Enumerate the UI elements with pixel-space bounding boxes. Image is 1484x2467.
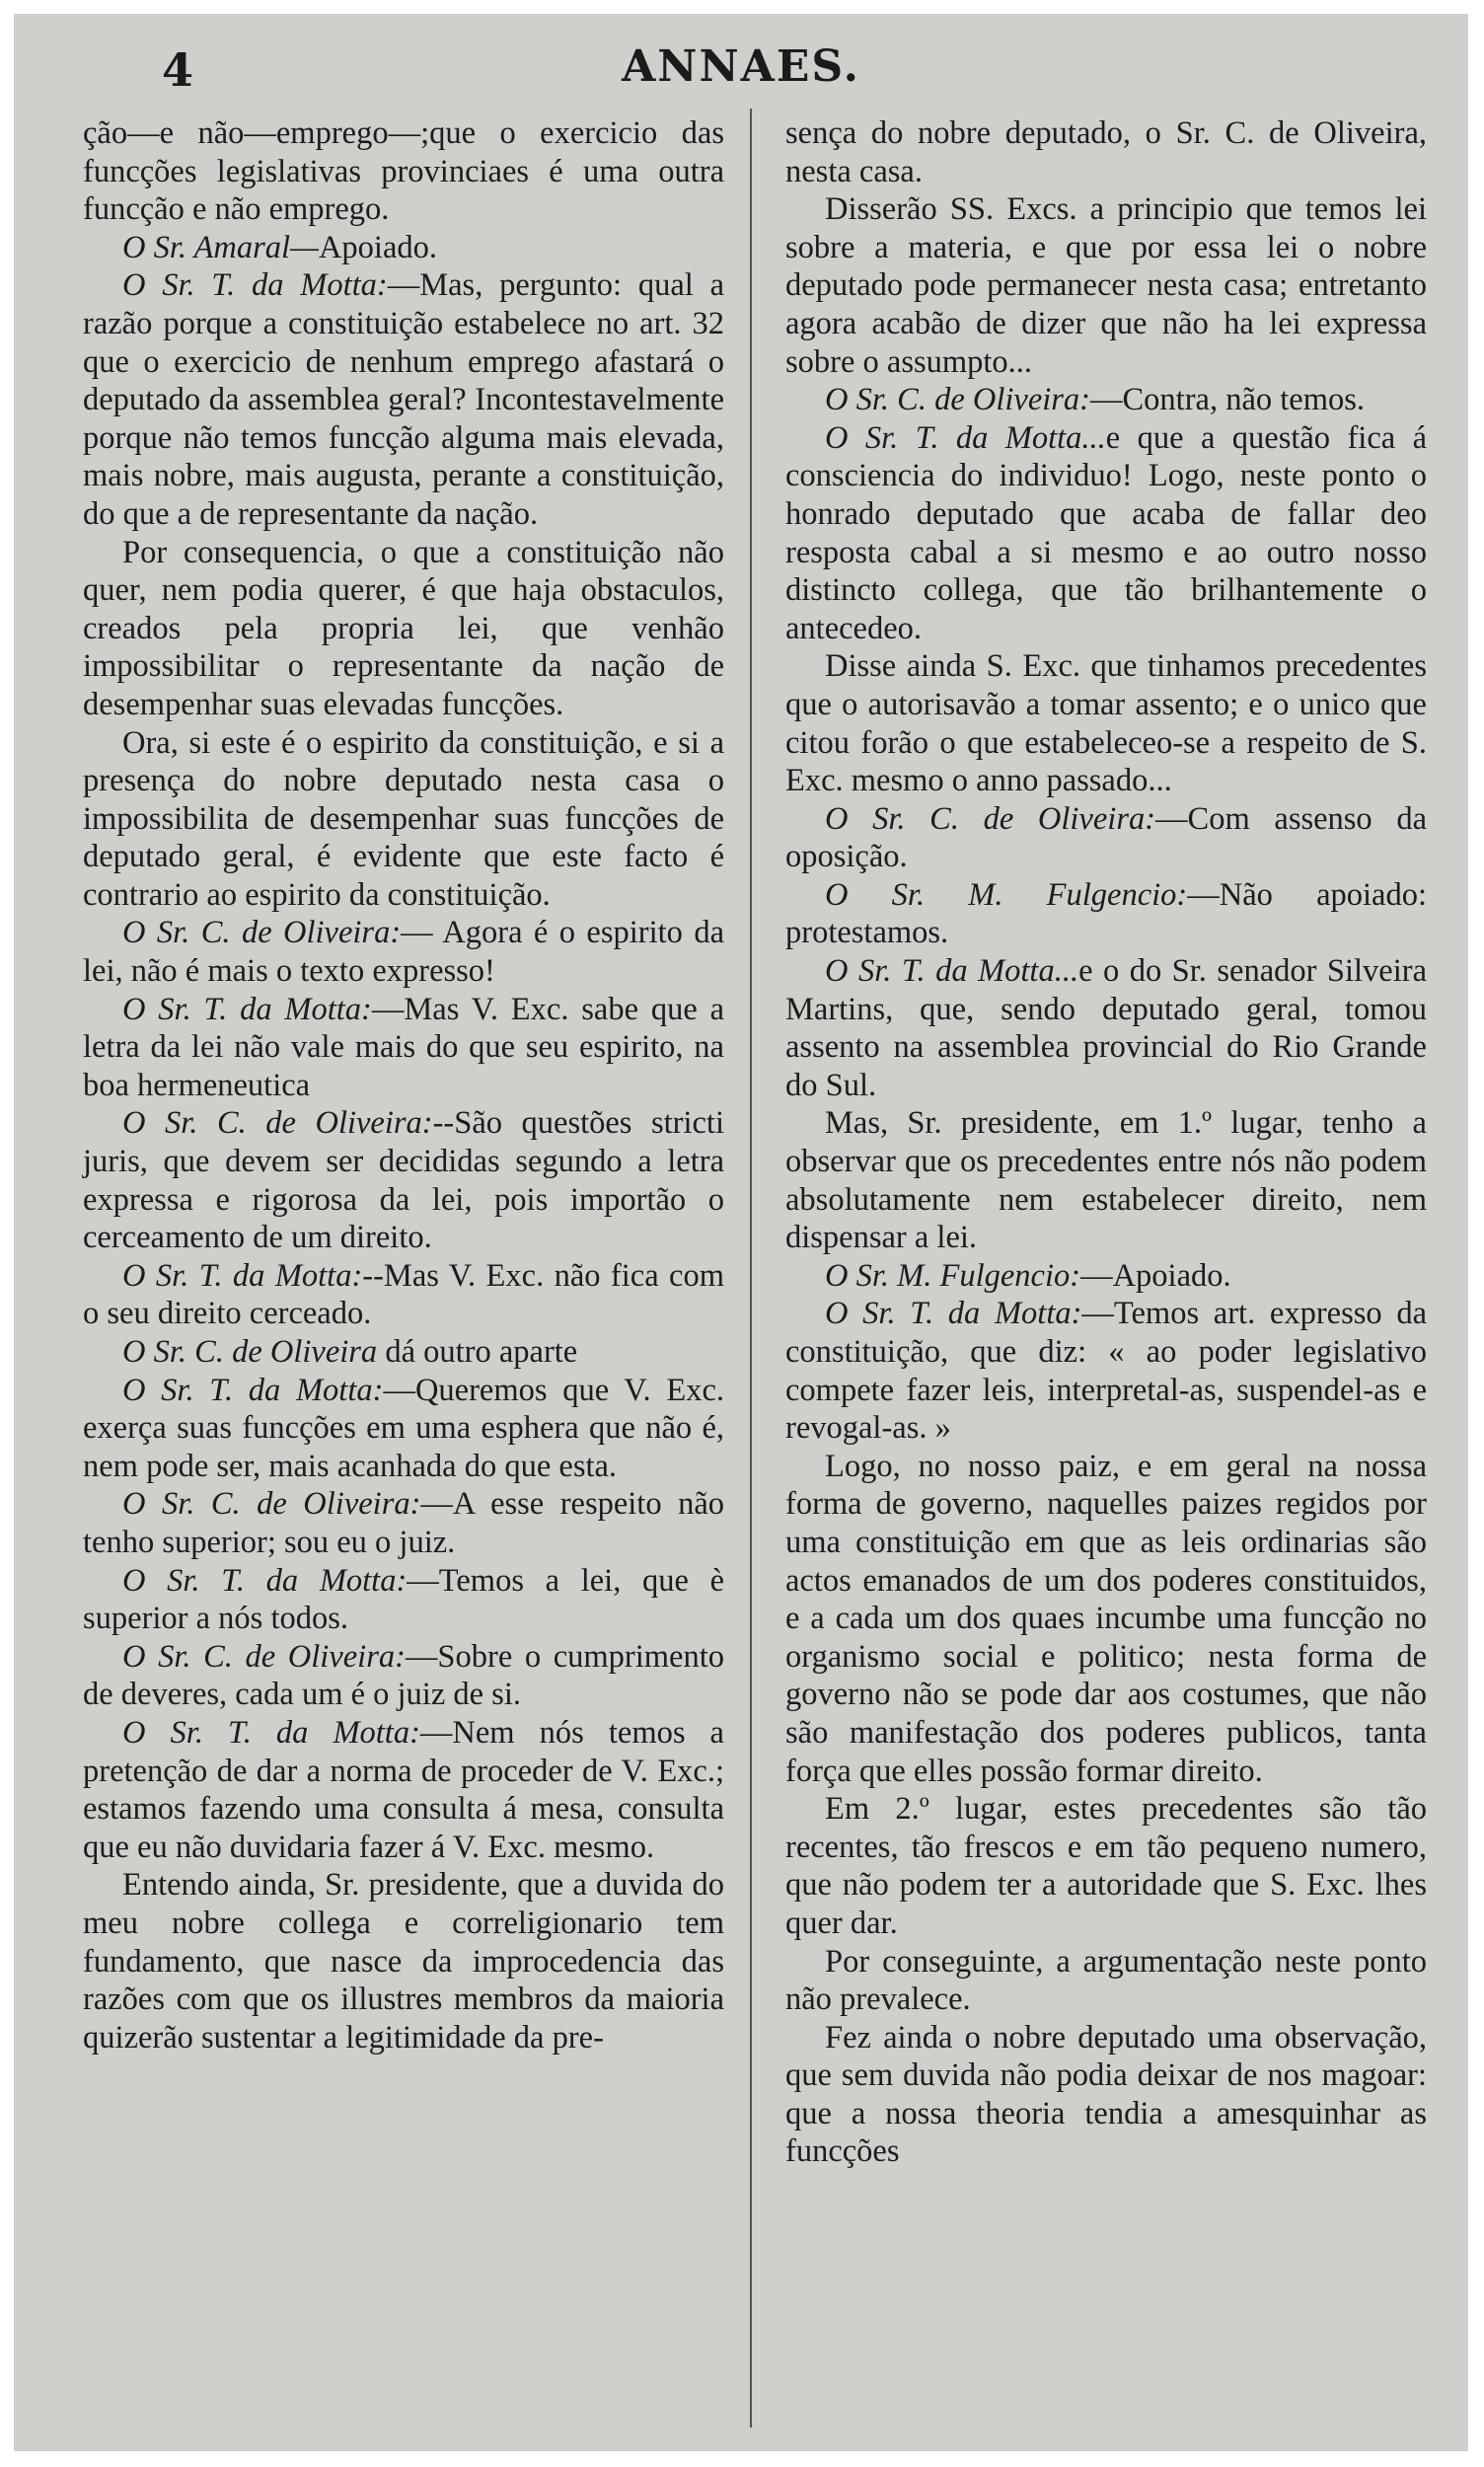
speaker-name: O Sr. T. da Motta: xyxy=(122,267,388,304)
paragraph-text: Disserão SS. Excs. a principio que temos lei sobre a materia, e que por essa lei o nobre deputado pode permanecer nesta casa; entretanto agora acabão de dizer que não ha lei expressa sobre o assumpto... xyxy=(785,191,1427,380)
speaker-name: O Sr. T. da Motta... xyxy=(825,419,1106,456)
paragraph-text: dá outro aparte xyxy=(377,1334,578,1370)
speaker-name: O Sr. C. de Oliveira: xyxy=(825,800,1156,837)
page-header xyxy=(14,14,1468,105)
paragraph xyxy=(785,1448,1427,1790)
speaker-name: O Sr. T. da Motta: xyxy=(122,1562,408,1599)
paragraph xyxy=(785,800,1427,876)
column-divider xyxy=(750,109,752,2428)
paragraph-text: — Agora é o espirito da lei, não é mais o texto expresso! xyxy=(83,915,725,990)
paragraph-text: —Nem nós temos a pretenção de dar a norma de proceder de V. Exc.; estamos fazendo uma consulta á mesa, consulta que eu não duvidaria fazer á V. Exc. mesmo. xyxy=(83,1714,724,1865)
paragraph xyxy=(83,229,724,267)
paragraph xyxy=(83,1638,724,1714)
newspaper-page xyxy=(14,14,1468,2451)
speaker-name: O Sr. T. da Motta: xyxy=(122,1257,363,1294)
paragraph-text: Por consequencia, o que a constituição não quer, nem podia querer, é que haja obstaculos, creados pela propria lei, que venhão impossibilitar o representante da nação de desempenhar suas elevadas funcções. xyxy=(83,534,724,722)
paragraph-text: Logo, no nosso paiz, e em geral na nossa forma de governo, naquelles paizes regidos por uma constituição em que as leis ordinarias são actos emanados de um dos poderes constituidos, e a cada um dos quaes incumbe uma funcção no organismo social e politico; nesta forma de governo não se pode dar aos costumes, que não são manifestação dos poderes publicos, tanta força que elles possão formar direito. xyxy=(785,1448,1427,1789)
paragraph-text: —Contra, não temos. xyxy=(1090,382,1366,418)
speaker-name: O Sr. T. da Motta: xyxy=(122,991,372,1027)
paragraph xyxy=(83,534,724,724)
paragraph xyxy=(785,1295,1427,1447)
paragraph-text: --Mas V. Exc. não fica com o seu direito cerceado. xyxy=(83,1257,724,1332)
paragraph xyxy=(785,419,1427,648)
speaker-name: O Sr. C. de Oliveira: xyxy=(122,1105,433,1142)
paragraph-text: Ora, si este é o espirito da constituição, e si a presença do nobre deputado nesta casa o impossibilita de desempenhar suas funcções de deputado geral, é evidente que este facto é contrario ao espirito da constituição. xyxy=(83,724,724,913)
speaker-name: O Sr. T. da Motta: xyxy=(122,1714,420,1751)
paragraph xyxy=(785,876,1427,952)
paragraph xyxy=(785,1104,1427,1256)
paragraph xyxy=(785,1943,1427,2019)
speaker-name: O Sr. T. da Motta: xyxy=(825,1296,1082,1332)
paragraph-text: —Queremos que V. Exc. exerça suas funcções em uma esphera que não é, nem pode ser, mais acanhada do que esta. xyxy=(83,1372,725,1484)
paragraph xyxy=(83,1372,724,1486)
speaker-name: O Sr. M. Fulgencio: xyxy=(825,876,1188,913)
paragraph xyxy=(785,114,1427,190)
paragraph xyxy=(785,2019,1427,2171)
paragraph-text: —A esse respeito não tenho superior; sou eu o juiz. xyxy=(83,1486,724,1560)
paragraph-text: —Temos a lei, que è superior a nós todos. xyxy=(83,1562,724,1637)
paragraph-text: Mas, Sr. presidente, em 1.º lugar, tenho a observar que os precedentes entre nós não podem absolutamente nem estabelecer direito, nem dispensar a lei. xyxy=(785,1105,1427,1256)
paragraph xyxy=(83,1333,724,1372)
paragraph-text: —Apoiado. xyxy=(1080,1257,1231,1294)
paragraph-text: —Com assenso da oposição. xyxy=(785,800,1427,875)
paragraph xyxy=(785,190,1427,381)
paragraph-text: —Mas, pergunto: qual a razão porque a constituição estabelece no art. 32 que o exercicio de nenhum emprego afastará o deputado da assemblea geral? Incontestavelmente porque não temos funcção alguma mais elevada, mais nobre, mais augusta, perante a constituição, do que a de representante da nação. xyxy=(83,267,724,532)
paragraph xyxy=(83,1562,724,1638)
paragraph xyxy=(83,1714,724,1866)
right-column xyxy=(785,114,1427,2404)
paragraph xyxy=(83,266,724,533)
page-number: 4 xyxy=(162,43,194,97)
speaker-name: O Sr. M. Fulgencio: xyxy=(825,1257,1081,1294)
paragraph xyxy=(785,647,1427,799)
paragraph-text: Em 2.º lugar, estes precedentes são tão recentes, tão frescos e em tão pequeno numero, que não podem ter a autoridade que S. Exc. lhes quer dar. xyxy=(785,1791,1427,1941)
speaker-name: O Sr. Amaral— xyxy=(122,229,319,265)
paragraph xyxy=(785,1257,1427,1296)
running-title: ANNAES. xyxy=(622,41,860,92)
speaker-name: O Sr. C. de Oliveira: xyxy=(122,1638,406,1675)
paragraph-text: —Não apoiado: protestamos. xyxy=(785,876,1427,951)
paragraph-text: Fez ainda o nobre deputado uma observação, que sem duvida não podia deixar de nos magoar: que a nossa theoria tendia a amesquinhar as funcções xyxy=(785,2019,1427,2170)
speaker-name: O Sr. C. de Oliveira: xyxy=(825,382,1090,418)
paragraph-text: —Mas V. Exc. sabe que a letra da lei não vale mais do que seu espirito, na boa hermeneutica xyxy=(83,991,724,1103)
paragraph-text: --São questões stricti juris, que devem ser decididas segundo a letra expressa e rigorosa da lei, pois importão o cerceamento de um direito. xyxy=(83,1105,724,1256)
paragraph-text: —Temos art. expresso da constituição, que diz: « ao poder legislativo compete fazer leis, interpretal-as, suspendel-as e revogal-as. » xyxy=(785,1296,1427,1447)
paragraph-text: e o do Sr. senador Silveira Martins, que, sendo deputado geral, tomou assento na assemblea provincial do Rio Grande do Sul. xyxy=(785,953,1428,1103)
speaker-name: O Sr. C. de Oliveira: xyxy=(122,1486,421,1523)
paragraph-text: —Sobre o cumprimento de deveres, cada um é o juiz de si. xyxy=(83,1638,724,1713)
speaker-name: O Sr. T. da Motta... xyxy=(825,953,1079,990)
paragraph xyxy=(83,991,724,1105)
paragraph xyxy=(785,1790,1427,1942)
paragraph xyxy=(83,1485,724,1561)
paragraph xyxy=(83,724,724,915)
paragraph xyxy=(83,114,724,229)
paragraph-text: e que a questão fica á consciencia do individuo! Logo, neste ponto o honrado deputado que acaba de fallar deo resposta cabal a si mesmo e ao outro nosso distincto collega, que tão brilhantemente o antecedeo. xyxy=(785,419,1427,646)
paragraph xyxy=(83,1866,724,2056)
speaker-name: O Sr. C. de Oliveira: xyxy=(122,915,402,951)
speaker-name: O Sr. C. de Oliveira xyxy=(122,1334,378,1370)
paragraph-text: Entendo ainda, Sr. presidente, que a duvida do meu nobre collega e correligionario tem fundamento, que nasce da improcedencia das razões com que os illustres membros da maioria quizerão sustentar a legitimidade da pre- xyxy=(83,1867,724,2056)
paragraph xyxy=(785,952,1427,1104)
paragraph xyxy=(83,1257,724,1333)
paragraph xyxy=(83,1104,724,1256)
paragraph-text: Apoiado. xyxy=(318,229,438,265)
paragraph-text: Disse ainda S. Exc. que tinhamos precedentes que o autorisavão a tomar assento; e o unico que citou forão o que estabeleceo-se a respeito de S. Exc. mesmo o anno passado... xyxy=(785,648,1427,799)
paragraph-text: ção—e não—emprego—;que o exercicio das funcções legislativas provinciaes é uma outra funcção e não emprego. xyxy=(83,115,724,228)
speaker-name: O Sr. T. da Motta: xyxy=(122,1372,384,1408)
paragraph-text: Por conseguinte, a argumentação neste ponto não prevalece. xyxy=(785,1943,1427,2018)
paragraph xyxy=(785,381,1427,419)
paragraph xyxy=(83,914,724,990)
left-column xyxy=(83,114,724,2404)
paragraph-text: sença do nobre deputado, o Sr. C. de Oliveira, nesta casa. xyxy=(785,115,1427,189)
